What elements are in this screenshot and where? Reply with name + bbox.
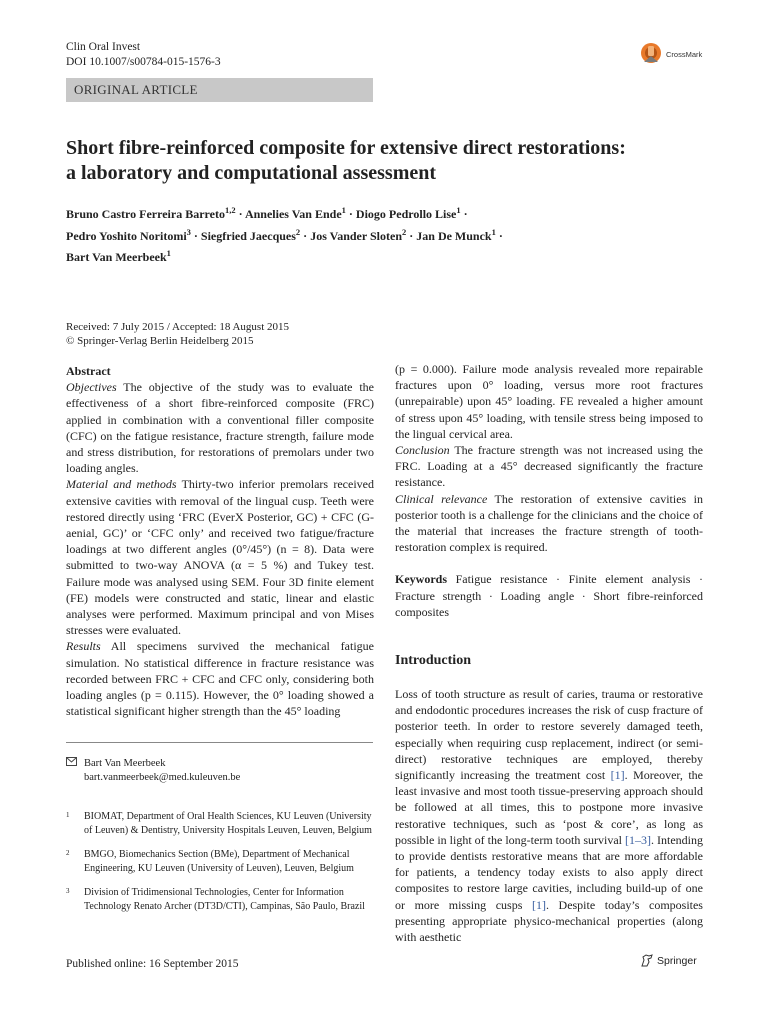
abstract-left-column <box>66 363 374 719</box>
methods-label: Material and methods <box>66 477 177 492</box>
author-line-1 <box>66 202 706 224</box>
corresponding-author: Bart Van Meerbeek <box>84 758 166 769</box>
intro-text: Loss of tooth structure as result of caries, trauma or restorative and endodontic procedures increases the risk of cusp fracture of posterior teeth. In order to restore severely damaged teeth, especially when requiring cusp replacement, indirect (or semi-direct) restorative techniques are employed, thereby significantly increasing the treatment cost <box>395 687 703 783</box>
affiliation-item <box>66 886 373 913</box>
abstract-results <box>66 638 374 719</box>
springer-logo[interactable] <box>640 954 697 967</box>
relevance-text: The restoration of extensive cavities in posterior tooth is a challenge for the clinicians and the choice of the material that increases the fracture strength of tooth-restoration complex is required. <box>395 491 703 555</box>
intro-text: . Intending to provide dentists restorative means that are more affordable for patients, a tendency today exists to also apply direct composites to restore large cavities, including build-up of one or more missing cusps <box>395 832 703 912</box>
abstract-conclusion <box>395 442 703 491</box>
received-accepted-dates: Received: 7 July 2015 / Accepted: 18 August 2015 <box>66 321 290 333</box>
keywords <box>395 571 703 620</box>
author-separator: · <box>409 228 414 243</box>
relevance-label: Clinical relevance <box>395 491 488 506</box>
author-name[interactable]: Bart Van Meerbeek <box>66 250 167 264</box>
affiliation-number: 2 <box>66 849 70 857</box>
abstract-methods <box>66 476 374 638</box>
author-name[interactable]: Annelies Van Ende <box>244 207 342 221</box>
affiliation-text: Division of Tridimensional Technologies, Center for Information Technology Renato Archer (DT3D/CTI), Campinas, São Paulo, Brazil <box>84 887 365 912</box>
affiliation-number: 1 <box>66 811 70 819</box>
abstract-heading: Abstract <box>66 364 111 378</box>
affiliation-number: 3 <box>66 887 70 895</box>
author-separator: · <box>303 228 308 243</box>
conclusion-label: Conclusion <box>395 443 450 458</box>
intro-text: . Despite today’s composites presenting appropriate physico-mechanical properties (along with aesthetic <box>395 897 703 945</box>
author-name[interactable]: Siegfried Jaecques <box>200 228 296 243</box>
doi[interactable]: DOI 10.1007/s00784-015-1576-3 <box>66 56 221 68</box>
author-name[interactable]: Bruno Castro Ferreira Barreto <box>66 207 225 221</box>
correspondence <box>66 757 240 785</box>
author-affil-sup: 1 <box>341 205 346 215</box>
citation-link[interactable]: [1] <box>531 897 546 912</box>
journal-name: Clin Oral Invest <box>66 41 141 53</box>
crossmark-label: CrossMark <box>666 49 703 59</box>
affiliation-text: BIOMAT, Department of Oral Health Sciences, KU Leuven (University of Leuven) & Dentistry, University Hospitals Leuven, Leuven, Belgium <box>84 811 372 836</box>
affiliations <box>66 810 373 924</box>
title-line-1: Short fibre-reinforced composite for extensive direct restorations: <box>66 137 626 159</box>
author-affil-sup: 1,2 <box>224 205 236 215</box>
affiliation-text: BMGO, Biomechanics Section (BMe), Department of Mechanical Engineering, KU Leuven (University of Leuven), Leuven, Belgium <box>84 849 354 874</box>
introduction-heading: Introduction <box>395 653 471 668</box>
results-text: All specimens survived the mechanical fatigue simulation. No statistical difference in fracture resistance was recorded between FRC + CFC and CFC only, considering both loading angles (p = 0.115). However, the 0° loading showed a statistical significant higher strength than the 45° loading <box>66 639 374 719</box>
objectives-label: Objectives <box>66 380 117 395</box>
intro-text: . Moreover, the least invasive and most tooth tissue-preserving approach should be followed at all times, this to postpone more invasive restorative techniques, such as ‘post & core’, as long as possible in light of the long-term tooth survival <box>395 768 703 847</box>
crossmark-badge[interactable] <box>640 42 702 66</box>
envelope-icon <box>66 757 84 771</box>
author-affil-sup: 1 <box>491 226 496 237</box>
author-affil-sup: 2 <box>402 226 407 237</box>
citation-link[interactable]: [1] <box>610 768 625 783</box>
results-label: Results <box>66 639 101 654</box>
crossmark-icon <box>640 42 662 66</box>
author-name[interactable]: Diogo Pedrollo Lise <box>355 207 457 221</box>
author-separator: · <box>498 228 503 243</box>
footnote-divider <box>66 742 373 743</box>
author-line-3 <box>66 245 706 267</box>
author-affil-sup: 2 <box>295 226 301 237</box>
published-online-date: Published online: 16 September 2015 <box>66 958 239 970</box>
springer-horse-icon <box>640 954 654 967</box>
author-list <box>66 202 706 267</box>
introduction-body <box>395 686 703 945</box>
author-affil-sup: 3 <box>186 226 191 237</box>
citation-link[interactable]: [1–3] <box>625 832 651 847</box>
corresponding-email[interactable]: bart.vanmeerbeek@med.kuleuven.be <box>84 772 241 783</box>
author-separator: · <box>463 207 468 221</box>
article-type-bar: ORIGINAL ARTICLE <box>66 78 373 102</box>
methods-text: Thirty-two inferior premolars received extensive cavities with removal of the lingual cusp. Teeth were restored directly using ‘FRC (EverX Posterior, GC) + CFC (G-aenial, GC)’ or ‘CFC only’ and received two fatigue/fracture loadings at two different angles (0°/45°) (n = 8). Data were submitted to two-way ANOVA (α = 5 %) and Tukey test. Failure mode was analysed using SEM. Four 3D finite element (FE) models were constructed and static, linear and elastic analyses were performed. Maximum principal and von Mises stresses were evaluated. <box>66 477 374 638</box>
author-name[interactable]: Jos Vander Sloten <box>310 228 402 243</box>
author-separator: · <box>348 207 353 221</box>
keywords-label: Keywords <box>395 572 447 587</box>
paper-title <box>66 136 706 186</box>
author-affil-sup: 1 <box>456 205 461 215</box>
author-affil-sup: 1 <box>166 248 171 258</box>
abstract-relevance <box>395 491 703 556</box>
author-line-2 <box>66 224 706 246</box>
conclusion-text: The fracture strength was not increased using the FRC. Loading at a 45° decreased significantly the fracture resistance. <box>395 443 703 490</box>
copyright-notice: © Springer-Verlag Berlin Heidelberg 2015 <box>66 335 254 347</box>
title-line-2: a laboratory and computational assessment <box>66 162 437 184</box>
abstract-objectives <box>66 379 374 476</box>
affiliation-item <box>66 810 373 837</box>
keywords-text: Fatigue resistance · Finite element analysis · Fracture strength · Loading angle · Short fibre-reinforced composites <box>395 572 704 619</box>
objectives-text: The objective of the study was to evaluate the effectiveness of a short fibre-reinforced composite (FRC) applied in combination with a conventional filler composite (CFC) on the fatigue resistance, fracture strength, failure mode and stress distribution, for restorations of premolars under two loading angles. <box>66 380 374 476</box>
author-name[interactable]: Jan De Munck <box>416 228 492 243</box>
author-separator: · <box>193 228 198 243</box>
publisher-name: Springer <box>657 954 697 967</box>
abstract-right-column <box>395 361 703 620</box>
affiliation-item <box>66 848 373 875</box>
author-separator: · <box>238 207 243 221</box>
results-continuation: (p = 0.000). Failure mode analysis revealed more repairable fractures upon 0° loading, versus more root fractures (unrepairable) upon 45° loading. FE revealed a higher amount of stress upon 45° loading, with tensile stress being imposed to the lingual cervical area. <box>395 362 703 441</box>
author-name[interactable]: Pedro Yoshito Noritomi <box>66 228 187 243</box>
